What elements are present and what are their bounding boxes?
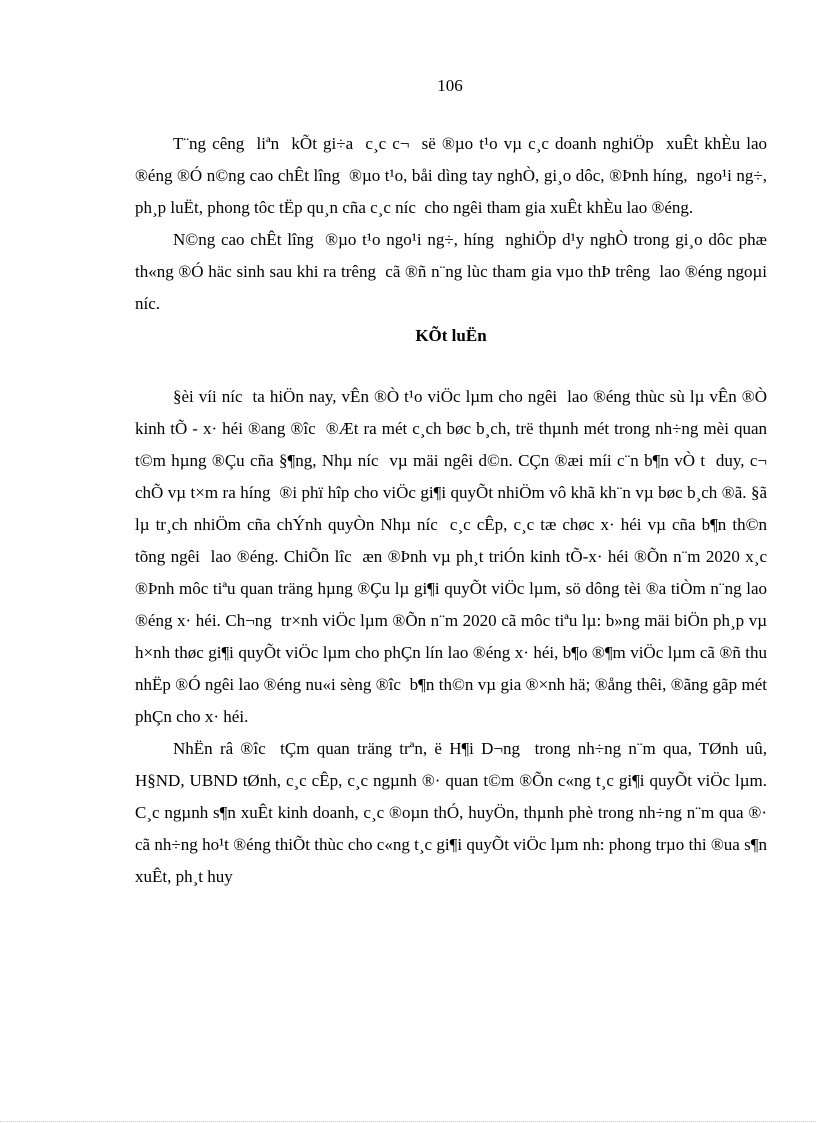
- paragraph-hai-duong: NhËn râ ®îc tÇm quan träng trªn, ë H¶i D¬ng trong nh÷ng n¨m qua, TØnh uû, H§ND, UBND tØnh, c¸c cÊp, c¸c ngµnh ®· quan t©m ®Õn c«ng t¸c gi¶i quyÕt viÖc lµm. C¸c ngµnh s¶n xuÊt kinh doanh, c¸c ®oµn thÓ, huyÖn, thµnh phè trong nh÷ng n¨m qua ®· cã nh÷ng ho¹t ®éng thiÕt thùc cho c«ng t¸c gi¶i quyÕt viÖc lµm nh: phong trµo thi ®ua s¶n xuÊt, ph¸t huy: [135, 739, 772, 886]
- paragraph-cooperation: T¨ng cêng liªn kÕt gi÷a c¸c c¬ së ®µo t¹o vµ c¸c doanh nghiÖp xuÊt khÈu lao ®éng ®Ó n©ng cao chÊt lîng ®µo t¹o, båi dìng tay nghÒ, gi¸o dôc, ®Þnh híng, ngo¹i ng÷, ph¸p luËt, phong tôc tËp qu¸n cña c¸c níc cho ngêi tham gia xuÊt khÈu lao ®éng.: [135, 134, 772, 217]
- paragraph-employment-strategy: §èi víi níc ta hiÖn nay, vÊn ®Ò t¹o viÖc lµm cho ngêi lao ®éng thùc sù lµ vÊn ®Ò kinh tÕ - x· héi ®ang ®îc ®Æt ra mét c¸ch bøc b¸ch, trë thµnh mét trong nh÷ng mèi quan t©m hµng ®Çu cña §¶ng, Nhµ níc vµ mäi ngêi d©n. CÇn ®æi míi c¨n b¶n vÒ t duy, c¬ chÕ vµ t×m ra híng ®i phï hîp cho viÖc gi¶i quyÕt nhiÖm vô khã kh¨n vµ bøc b¸ch ®ã. §ã lµ tr¸ch nhiÖm cña chÝnh quyÒn Nhµ níc c¸c cÊp, c¸c tæ chøc x· héi vµ cña b¶n th©n tõng ngêi lao ®éng. ChiÕn lîc æn ®Þnh vµ ph¸t triÓn kinh tÕ-x· héi ®Õn n¨m 2020 x¸c ®Þnh môc tiªu quan träng hµng ®Çu lµ gi¶i quyÕt viÖc lµm, sö dông tèi ®a tiÒm n¨ng lao ®éng x· héi. Ch¬ng tr×nh viÖc lµm ®Õn n¨m 2020 cã môc tiªu lµ: b»ng mäi biÖn ph¸p vµ h×nh thøc gi¶i quyÕt viÖc lµm cho phÇn lín lao ®éng x· héi, b¶o ®¶m viÖc lµm cã ®ñ thu nhËp ®Ó ngêi lao ®éng nu«i sèng ®îc b¶n th©n vµ gia ®×nh hä; ®ång thêi, ®ãng gãp mét phÇn cho x· héi.: [135, 387, 772, 726]
- page-bottom-rule: [0, 1121, 816, 1122]
- document-body: [135, 128, 772, 893]
- page-number: 106: [437, 76, 463, 95]
- paragraph-foreign-language: N©ng cao chÊt lîng ®µo t¹o ngo¹i ng÷, híng nghiÖp d¹y nghÒ trong gi¸o dôc phæ th«ng ®Ó häc sinh sau khi ra trêng cã ®ñ n¨ng lùc tham gia vµo thÞ trêng lao ®éng ngoµi níc.: [135, 230, 772, 313]
- section-heading-conclusion: KÕt luËn: [415, 326, 487, 345]
- heading-spacer: [135, 352, 767, 381]
